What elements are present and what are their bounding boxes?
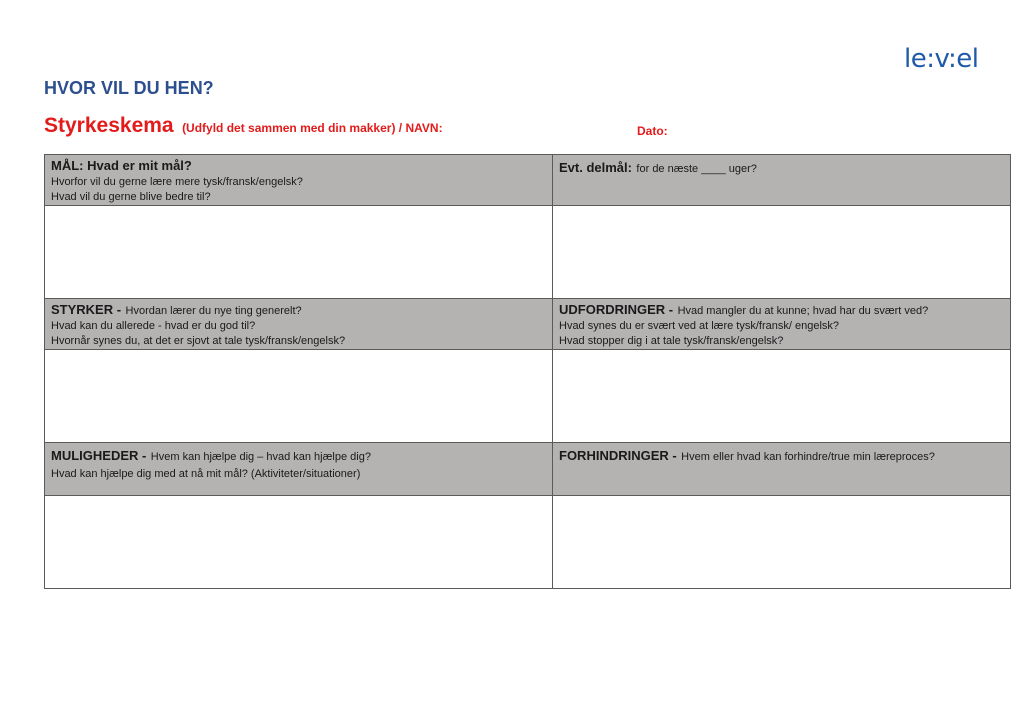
goal-header-cell	[45, 155, 553, 206]
date-label: Dato:	[637, 124, 668, 138]
strengths-header-cell	[45, 299, 553, 350]
answer-row-3	[45, 496, 1011, 589]
strengths-answer-field[interactable]	[45, 350, 553, 443]
goal-question-1: Hvorfor vil du gerne lære mere tysk/fransk/engelsk?	[51, 176, 303, 188]
challenges-answer-field[interactable]	[553, 350, 1011, 443]
opportunities-header-cell	[45, 443, 553, 496]
obstacles-header-cell	[553, 443, 1011, 496]
title-sub: (Udfyld det sammen med din makker) / NAVN:	[182, 121, 443, 135]
obstacles-label: FORHINDRINGER -	[559, 448, 677, 463]
subgoal-question: for de næste ____ uger?	[636, 163, 757, 175]
strengths-question-3: Hvornår synes du, at det er sjovt at tale tysk/fransk/engelsk?	[51, 335, 346, 347]
page-heading: HVOR VIL DU HEN?	[44, 78, 214, 98]
subgoal-header-cell	[553, 155, 1011, 206]
strengths-question-1: Hvordan lærer du nye ting generelt?	[125, 305, 302, 317]
subgoal-answer-field[interactable]	[553, 206, 1011, 299]
goal-answer-field[interactable]	[45, 206, 553, 299]
opportunities-label: MULIGHEDER -	[51, 448, 147, 463]
header-row-3	[45, 443, 1011, 496]
challenges-question-2: Hvad synes du er svært ved at lære tysk/fransk/ engelsk?	[559, 320, 840, 332]
obstacles-answer-field[interactable]	[553, 496, 1011, 589]
challenges-label: UDFORDRINGER -	[559, 302, 674, 317]
opportunities-answer-field[interactable]	[45, 496, 553, 589]
obstacles-question: Hvem eller hvad kan forhindre/true min læreproces?	[681, 451, 935, 463]
challenges-question-1: Hvad mangler du at kunne; hvad har du svært ved?	[677, 305, 929, 317]
challenges-header-cell	[553, 299, 1011, 350]
challenges-question-3: Hvad stopper dig i at tale tysk/fransk/engelsk?	[559, 335, 784, 347]
header-row-2	[45, 299, 1011, 350]
goal-question-2: Hvad vil du gerne blive bedre til?	[51, 191, 211, 203]
strength-grid	[44, 154, 1011, 589]
header-row-1	[45, 155, 1011, 206]
answer-row-1	[45, 206, 1011, 299]
goal-label: MÅL: Hvad er mit mål?	[51, 158, 192, 173]
form-title	[44, 114, 443, 138]
opportunities-question-2: Hvad kan hjælpe dig med at nå mit mål? (Aktiviteter/situationer)	[51, 468, 361, 480]
level-logo: le:v:el	[904, 44, 979, 74]
opportunities-question-1: Hvem kan hjælpe dig – hvad kan hjælpe dig?	[150, 451, 371, 463]
strengths-question-2: Hvad kan du allerede - hvad er du god til?	[51, 320, 256, 332]
subgoal-label: Evt. delmål:	[559, 160, 632, 175]
title-main: Styrkeskema	[44, 114, 174, 137]
answer-row-2	[45, 350, 1011, 443]
strengths-label: STYRKER -	[51, 302, 122, 317]
